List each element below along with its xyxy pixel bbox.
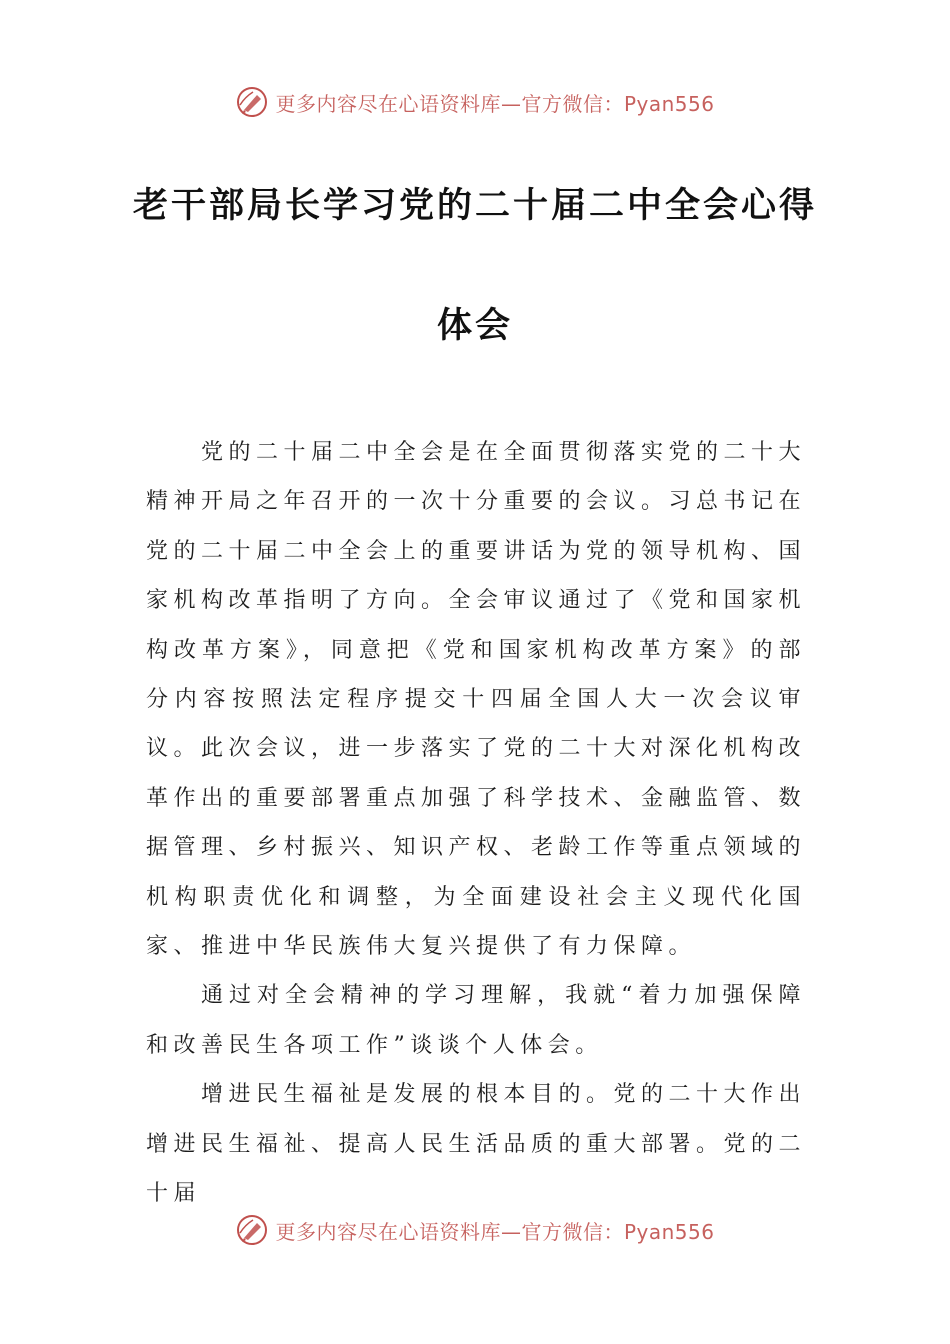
paragraph-2: 通过对全会精神的学习理解，我就“着力加强保障和改善民生各项工作”谈谈个人体会。 [146, 983, 806, 1058]
document-title-line1: 老干部局长学习党的二十届二中全会心得 [132, 186, 817, 226]
footer-banner-text: 更多内容尽在心语资料库—官方微信：Pyan556 [275, 1219, 715, 1244]
header-banner-text: 更多内容尽在心语资料库—官方微信：Pyan556 [275, 91, 715, 116]
footer-banner [0, 1210, 950, 1250]
document-body [146, 428, 806, 1219]
paragraph-1: 党的二十届二中全会是在全面贯彻落实党的二十大精神开局之年召开的一次十分重要的会议。习总书记在党的二十届二中全会上的重要讲话为党的领导机构、国家机构改革指明了方向。全会审议通过了《党和国家机构改革方案》，同意把《党和国家机构改革方案》的部分内容按照法定程序提交十四届全国人大一次会议审议。此次会议，进一步落实了党的二十大对深化机构改革作出的重要部署重点加强了科学技术、金融监管、数据管理、乡村振兴、知识产权、老龄工作等重点领域的机构职责优化和调整，为全面建设社会主义现代化国家、推进中华民族伟大复兴提供了有力保障。 [146, 440, 807, 960]
pen-logo-icon [235, 85, 269, 119]
paragraph-3: 增进民生福祉是发展的根本目的。党的二十大作出增进民生福祉、提高人民生活品质的重大部署。党的二十届 [146, 1082, 807, 1207]
document-title-line2: 体会 [436, 306, 513, 346]
header-banner [0, 82, 950, 122]
pen-logo-icon [235, 1213, 269, 1247]
